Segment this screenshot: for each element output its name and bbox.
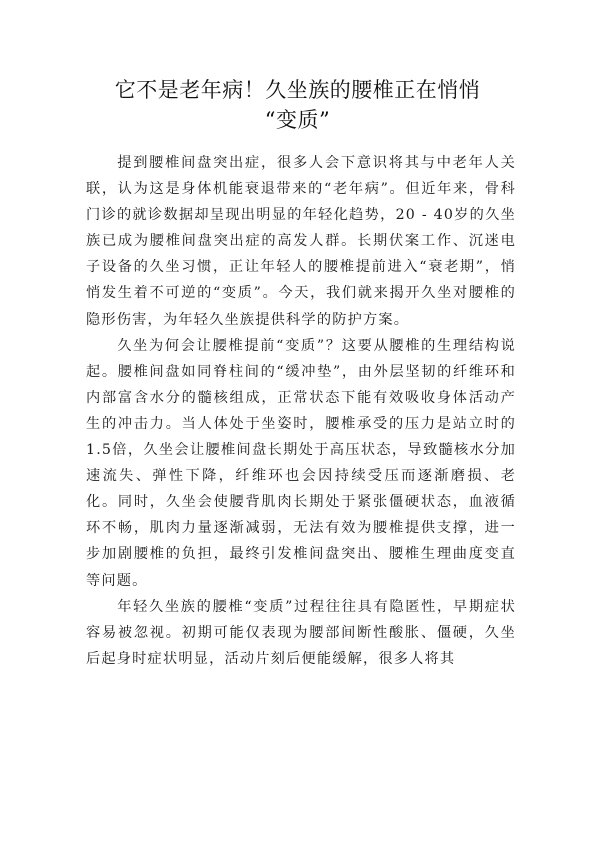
paragraph-3: 年轻久坐族的腰椎“变质”过程往往具有隐匿性，早期症状容易被忽视。初期可能仅表现为腰部间断性酸胀、僵硬，久坐后起身时症状明显，活动片刻后便能缓解，很多人将其 xyxy=(86,598,516,667)
paragraph-1: 提到腰椎间盘突出症，很多人会下意识将其与中老年人关联，认为这是身体机能衰退带来的“老年病”。但近年来，骨科门诊的就诊数据却呈现出明显的年轻化趋势，20 - 40岁的久坐族已成为腰椎间盘突出症的高发人群。长期伏案工作、沉迷电子设备的久坐习惯，正让年轻人的腰椎提前进入“衰老期”，悄悄发生着不可逆的“变质”。今天，我们就来揭开久坐对腰椎的隐形伤害，为年轻久坐族提供科学的防护方案。 xyxy=(86,155,516,328)
paragraph-2: 久坐为何会让腰椎提前“变质”？这要从腰椎的生理结构说起。腰椎间盘如同脊柱间的“缓冲垫”，由外层坚韧的纤维环和内部富含水分的髓核组成，正常状态下能有效吸收身体活动产生的冲击力。当人体处于坐姿时，腰椎承受的压力是站立时的1.5倍，久坐会让腰椎间盘长期处于高压状态，导致髓核水分加速流失、弹性下降，纤维环也会因持续受压而逐渐磨损、老化。同时，久坐会使腰背肌肉长期处于紧张僵硬状态，血液循环不畅，肌肉力量逐渐减弱，无法有效为腰椎提供支撑，进一步加剧腰椎的负担，最终引发椎间盘突出、腰椎生理曲度变直等问题。 xyxy=(86,337,516,589)
article-title-line-2: “变质” xyxy=(264,108,331,132)
article-title-line-1: 它不是老年病！久坐族的腰椎正在悄悄 xyxy=(114,78,481,102)
article-body xyxy=(86,150,516,672)
